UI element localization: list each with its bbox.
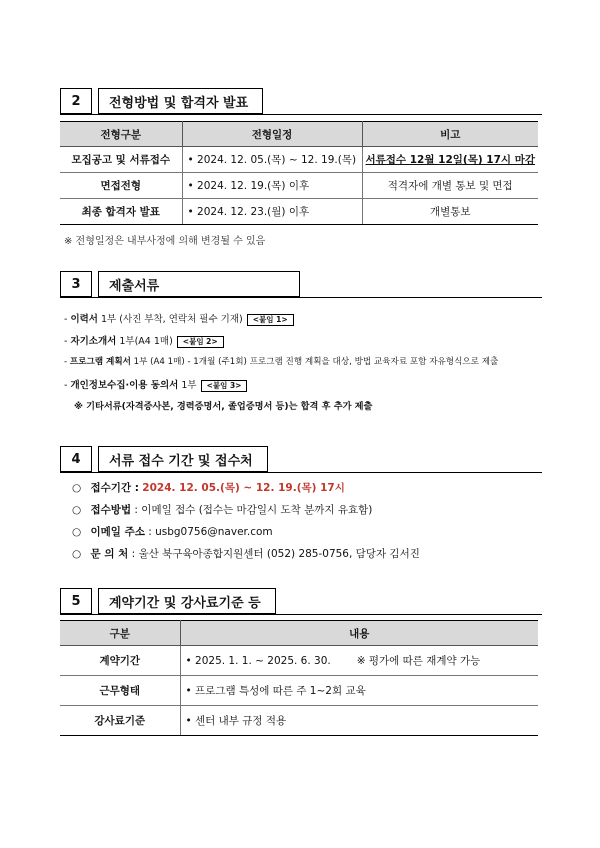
bullet-icon: ○ [72,548,82,560]
doc-desc: 1부 (사진 부착, 연락처 필수 기재) [97,314,243,325]
period-value: 2024. 12. 05.(목) ~ 12. 19.(목) 17시 [142,482,345,494]
doc-name: 프로그램 계획서 [69,357,131,367]
section-5-header [60,588,542,614]
table-header-row [60,621,538,646]
schedule-note: 서류접수 12월 12일(목) 17시 마감 [362,147,538,173]
section-4-header [60,446,542,472]
schedule-type: 모집공고 및 서류접수 [60,147,182,173]
contract-key: 강사료기준 [60,706,180,736]
method-label: 접수방법 [90,504,132,516]
attachment-tag: <붙임 3> [201,380,248,392]
section-title: 전형방법 및 합격자 발표 [98,88,263,114]
table-row [60,646,538,676]
attachment-tag: <붙임 1> [247,314,294,326]
reception-contact [72,546,420,561]
attachment-tag: <붙임 2> [177,336,224,348]
table-header-row [60,122,538,147]
section-number: 2 [60,88,92,114]
email-value[interactable]: : usbg0756@naver.com [144,526,273,538]
reception-email [72,524,273,539]
contract-table [60,620,538,736]
reception-method [72,502,372,517]
contract-extra: ※ 평가에 따른 재계약 가능 [356,655,481,667]
schedule-type: 면접전형 [60,173,182,199]
header-cell: 전형구분 [60,122,182,147]
contact-value: : 울산 북구육아종합지원센터 (052) 285-0756, 담당자 김서진 [128,548,420,560]
schedule-note: 적격자에 개별 통보 및 면접 [362,173,538,199]
section-divider [60,297,542,298]
table-row [60,147,538,173]
bullet-icon: ○ [72,482,82,494]
contract-key: 계약기간 [60,646,180,676]
doc-name: 자기소개서 [70,336,117,347]
method-value: : 이메일 접수 (접수는 마감일시 도착 분까지 유효함) [131,504,373,516]
section-title: 서류 접수 기간 및 접수처 [98,446,268,472]
section-number: 5 [60,588,92,614]
section-title: 계약기간 및 강사료기준 등 [98,588,276,614]
schedule-table [60,121,538,225]
email-label: 이메일 주소 [90,526,145,538]
bullet-icon: ○ [72,504,82,516]
contract-value: • 2025. 1. 1. ~ 2025. 6. 30. ※ 평가에 따른 재계약 가능 [180,646,538,676]
reception-period [72,480,345,495]
header-cell: 비고 [362,122,538,147]
schedule-note: 개별통보 [362,199,538,225]
schedule-date: • 2024. 12. 05.(목) ~ 12. 19.(목) [182,147,362,173]
period-label: 접수기간 : [90,482,139,494]
doc-desc: 1부 [178,380,197,391]
doc-desc: 1부(A4 1매) [116,336,173,347]
header-cell: 구분 [60,621,180,646]
table-row [60,173,538,199]
contract-value: • 프로그램 특성에 따른 주 1~2회 교육 [180,676,538,706]
section-number: 4 [60,446,92,472]
doc-item: - 프로그램 계획서 1부 (A4 1매) - 1개월 (주1회) 프로그램 진행 계획을 대상, 방법 교육자료 포함 자유형식으로 제출 [64,357,499,367]
header-cell: 전형일정 [182,122,362,147]
schedule-footnote: ※ 전형일정은 내부사정에 의해 변경될 수 있음 [64,236,266,247]
table-row [60,199,538,225]
doc-item: - 자기소개서 1부(A4 1매) <붙임 2> [64,333,224,348]
section-3-header [60,271,542,297]
schedule-date: • 2024. 12. 23.(월) 이후 [182,199,362,225]
doc-desc: 1부 (A4 1매) - 1개월 (주1회) 프로그램 진행 계획을 대상, 방법 교육자료 포함 자유형식으로 제출 [130,357,499,367]
schedule-date: • 2024. 12. 19.(목) 이후 [182,173,362,199]
section-divider [60,114,542,115]
section-title: 제출서류 [98,271,300,297]
doc-item: - 개인정보수집·이용 동의서 1부 <붙임 3> [64,377,247,392]
section-2-header [60,88,542,114]
docs-note: ※ 기타서류(자격증사본, 경력증명서, 졸업증명서 등)는 합격 후 추가 제출 [74,401,373,412]
doc-item: - 이력서 1부 (사진 부착, 연락처 필수 기재) <붙임 1> [64,311,294,326]
table-row [60,676,538,706]
doc-name: 개인정보수집·이용 동의서 [70,380,179,391]
section-divider [60,472,542,473]
section-number: 3 [60,271,92,297]
header-cell: 내용 [180,621,538,646]
contract-value: • 센터 내부 규정 적용 [180,706,538,736]
contract-key: 근무형태 [60,676,180,706]
contact-label: 문 의 처 [90,548,129,560]
section-divider [60,614,542,615]
schedule-type: 최종 합격자 발표 [60,199,182,225]
bullet-icon: ○ [72,526,82,538]
table-row [60,706,538,736]
doc-name: 이력서 [70,314,98,325]
